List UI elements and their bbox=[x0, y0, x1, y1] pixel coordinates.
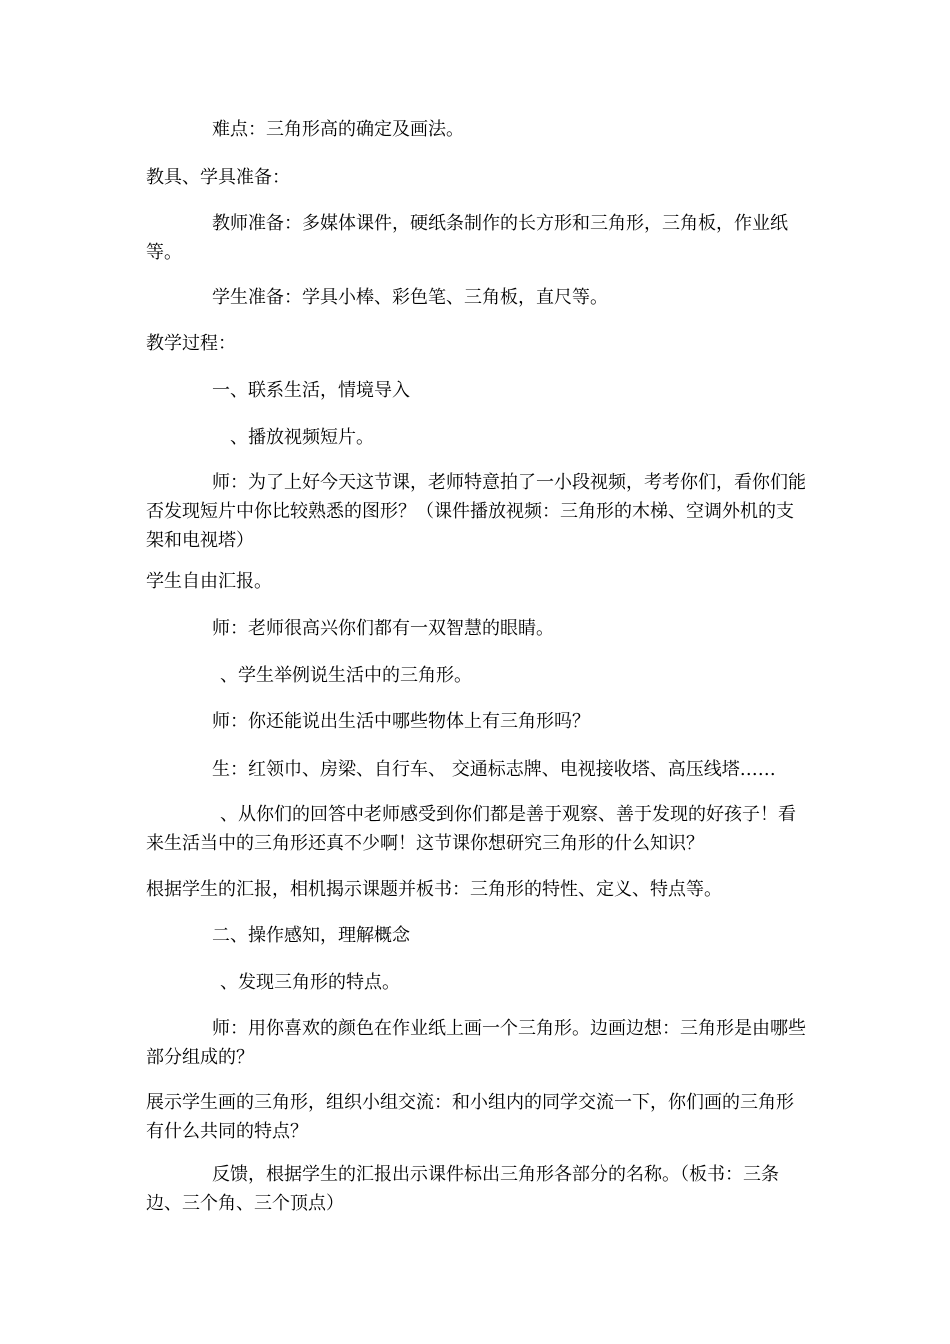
paragraph-process-heading: 教学过程： bbox=[146, 333, 236, 354]
paragraph-teacher-video: 师：为了上好今天这节课，老师特意拍了一小段视频，考考你们，看你们能否发现短片中你比较熟悉的图形？（课件播放视频：三角形的木梯、空调外机的支架和电视塔） bbox=[146, 472, 806, 551]
paragraph-teacher-prep: 教师准备：多媒体课件，硬纸条制作的长方形和三角形，三角板，作业纸等。 bbox=[146, 213, 788, 263]
paragraph-student-answer: 生：红领巾、房梁、自行车、 交通标志牌、电视接收塔、高压线塔…… bbox=[212, 759, 776, 780]
paragraph-reveal-topic: 根据学生的汇报，相机揭示课题并板书：三角形的特性、定义、特点等。 bbox=[146, 879, 722, 900]
step-discover-features: 、发现三角形的特点。 bbox=[220, 972, 400, 993]
step-observation: 、从你们的回答中老师感受到你们都是善于观察、善于发现的好孩子！看来生活当中的三角形还真不少啊！这节课你想研究三角形的什么知识？ bbox=[146, 804, 796, 854]
paragraph-group-discussion: 展示学生画的三角形，组织小组交流：和小组内的同学交流一下，你们画的三角形有什么共同的特点？ bbox=[146, 1092, 794, 1142]
section-heading-2: 二、操作感知，理解概念 bbox=[212, 925, 410, 946]
paragraph-difficulty: 难点：三角形高的确定及画法。 bbox=[212, 119, 464, 140]
step-student-examples: 、学生举例说生活中的三角形。 bbox=[220, 665, 472, 686]
paragraph-student-prep: 学生准备：学具小棒、彩色笔、三角板，直尺等。 bbox=[212, 287, 608, 308]
paragraph-student-report: 学生自由汇报。 bbox=[146, 571, 272, 592]
paragraph-feedback: 反馈，根据学生的汇报出示课件标出三角形各部分的名称。（板书：三条边、三个角、三个顶点） bbox=[146, 1164, 779, 1214]
step-play-video: 、播放视频短片。 bbox=[230, 427, 374, 448]
paragraph-teacher-question: 师：你还能说出生活中哪些物体上有三角形吗？ bbox=[212, 711, 590, 732]
section-heading-1: 一、联系生活，情境导入 bbox=[212, 380, 410, 401]
paragraph-teacher-draw: 师：用你喜欢的颜色在作业纸上画一个三角形。边画边想：三角形是由哪些部分组成的？ bbox=[146, 1018, 806, 1068]
paragraph-teacher-praise: 师：老师很高兴你们都有一双智慧的眼睛。 bbox=[212, 618, 554, 639]
paragraph-materials-heading: 教具、学具准备： bbox=[146, 167, 290, 188]
